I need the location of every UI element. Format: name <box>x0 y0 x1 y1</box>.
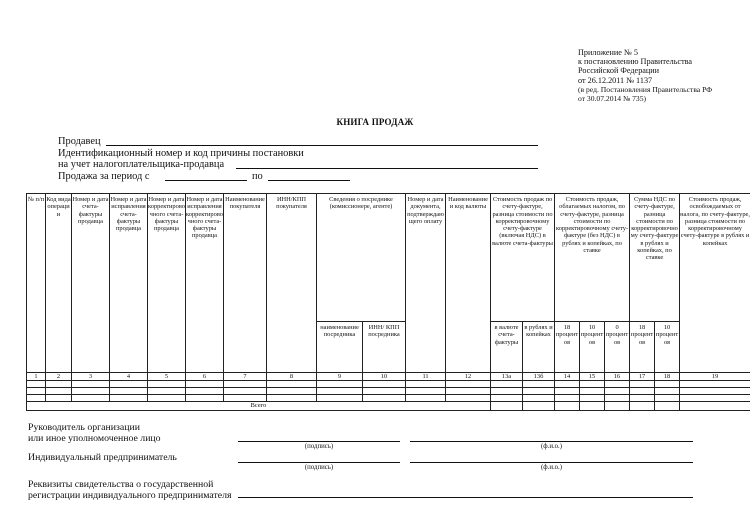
column-number: 10 <box>363 373 406 381</box>
col-header: Сведения о посреднике (комиссионере, агенте) <box>317 194 406 322</box>
col-header: Наименование покупателя <box>224 194 267 373</box>
subcol-header: в валюте счета-фактуры <box>491 322 523 373</box>
subcol-header: в рублях и копейках <box>523 322 555 373</box>
table-row <box>27 395 750 402</box>
certificate-field[interactable] <box>238 497 693 498</box>
seller-field[interactable] <box>106 136 538 146</box>
subcol-header: 18 процентов <box>630 322 655 373</box>
col-header: Номер и дата исправления счета-фактуры продавца <box>110 194 148 373</box>
col-header: № п/п <box>27 194 46 373</box>
entrepreneur-label: Индивидуальный предприниматель <box>28 452 177 463</box>
column-number: 6 <box>186 373 224 381</box>
col-header: ИНН/КПП покупателя <box>267 194 317 373</box>
head-label-line2: или иное уполномоченное лицо <box>28 433 161 444</box>
column-number: 5 <box>148 373 186 381</box>
certificate-label-line1: Реквизиты свидетельства о государственной <box>28 479 214 490</box>
column-number: 13а <box>491 373 523 381</box>
column-number: 19 <box>680 373 750 381</box>
subcol-header: наименование посредника <box>317 322 363 373</box>
column-number: 1 <box>27 373 46 381</box>
period-to-field[interactable] <box>268 171 350 181</box>
subcol-header: ИНН/ КПП посредника <box>363 322 406 373</box>
col-header: Номер и дата исправления корректировочного счета-фактуры продавца <box>186 194 224 373</box>
column-number: 14 <box>555 373 580 381</box>
col-header: Номер и дата документа, подтверждающего оплату <box>406 194 446 373</box>
column-number: 18 <box>655 373 680 381</box>
name-caption: (ф.и.о.) <box>540 464 563 471</box>
period-label: Продажа за период с <box>58 170 150 182</box>
col-header: Стоимость продаж по счету-фактуре, разница стоимости по корректировочному счету-фактуре (включая НДС) в валюте счета-фактуры <box>491 194 555 322</box>
head-signature-field[interactable] <box>238 441 400 442</box>
column-number: 12 <box>446 373 491 381</box>
signature-caption: (подпись) <box>304 443 334 450</box>
appendix-line: к постановлению Правительства <box>578 57 693 67</box>
head-signature-label <box>28 422 161 444</box>
appendix-line: Российской Федерации <box>578 66 660 76</box>
period-from-field[interactable] <box>165 171 247 181</box>
signature-caption: (подпись) <box>304 464 334 471</box>
total-row <box>27 402 750 410</box>
appendix-line: от 30.07.2014 № 735) <box>578 94 647 104</box>
column-number: 9 <box>317 373 363 381</box>
subcol-header: 18 процентов <box>555 322 580 373</box>
column-number: 8 <box>267 373 317 381</box>
appendix-line: Приложение № 5 <box>578 48 638 57</box>
col-header: Номер и дата счета-фактуры продавца <box>72 194 110 373</box>
column-number: 11 <box>406 373 446 381</box>
header-row <box>27 194 750 322</box>
column-number-row <box>27 373 750 381</box>
table-row <box>27 381 750 388</box>
page-title: КНИГА ПРОДАЖ <box>336 117 414 127</box>
subcol-header: 0 процентов <box>605 322 630 373</box>
column-number: 7 <box>224 373 267 381</box>
total-label: Всего <box>27 402 491 410</box>
inn-kpp-label: Идентификационный номер и код причины постановки <box>58 147 304 159</box>
col-header: Наименование и код валюты <box>446 194 491 373</box>
column-number: 17 <box>630 373 655 381</box>
period-to-label: по <box>252 170 263 182</box>
table-row <box>27 388 750 395</box>
subcol-header: 10 процентов <box>580 322 605 373</box>
appendix-note <box>578 48 712 103</box>
inn-kpp-label-2: на учет налогоплательщика-продавца <box>58 159 225 171</box>
col-header: Номер и дата корректировочного счета-фактуры продавца <box>148 194 186 373</box>
entrepreneur-signature-field[interactable] <box>238 462 400 463</box>
seller-label: Продавец <box>58 136 101 147</box>
seller-info <box>58 136 718 182</box>
column-number: 16 <box>605 373 630 381</box>
column-number: 2 <box>46 373 72 381</box>
inn-kpp-field[interactable] <box>236 159 538 169</box>
name-caption: (ф.и.о.) <box>540 443 563 450</box>
col-header: Код вида операции <box>46 194 72 373</box>
col-header: Стоимость продаж, освобождаемых от налога, по счету-фактуре, разница стоимости по корректировочному счету-фактуре в рублях и копейках <box>680 194 750 373</box>
column-number: 3 <box>72 373 110 381</box>
appendix-line: от 26.12.2011 № 1137 <box>578 75 653 85</box>
head-label-line1: Руководитель организации <box>28 422 140 433</box>
head-name-field[interactable] <box>410 441 693 442</box>
column-number: 13б <box>523 373 555 381</box>
entrepreneur-name-field[interactable] <box>410 462 693 463</box>
col-header: Сумма НДС по счету-фактуре, разница стоимости по корректировочному счету-фактуре в рублях и копейках, по ставке <box>630 194 680 322</box>
subcol-header: 10 процентов <box>655 322 680 373</box>
appendix-line: (в ред. Постановления Правительства РФ <box>578 84 713 94</box>
sales-ledger-table <box>26 193 750 411</box>
column-number: 15 <box>580 373 605 381</box>
column-number: 4 <box>110 373 148 381</box>
col-header: Стоимость продаж, облагаемых налогом, по счету-фактуре, разница стоимости по корректировочному счету-фактуре (без НДС) в рублях и копейках, по ставке <box>555 194 630 322</box>
certificate-label <box>28 479 232 501</box>
certificate-label-line2: регистрации индивидуального предпринимателя <box>28 490 232 501</box>
